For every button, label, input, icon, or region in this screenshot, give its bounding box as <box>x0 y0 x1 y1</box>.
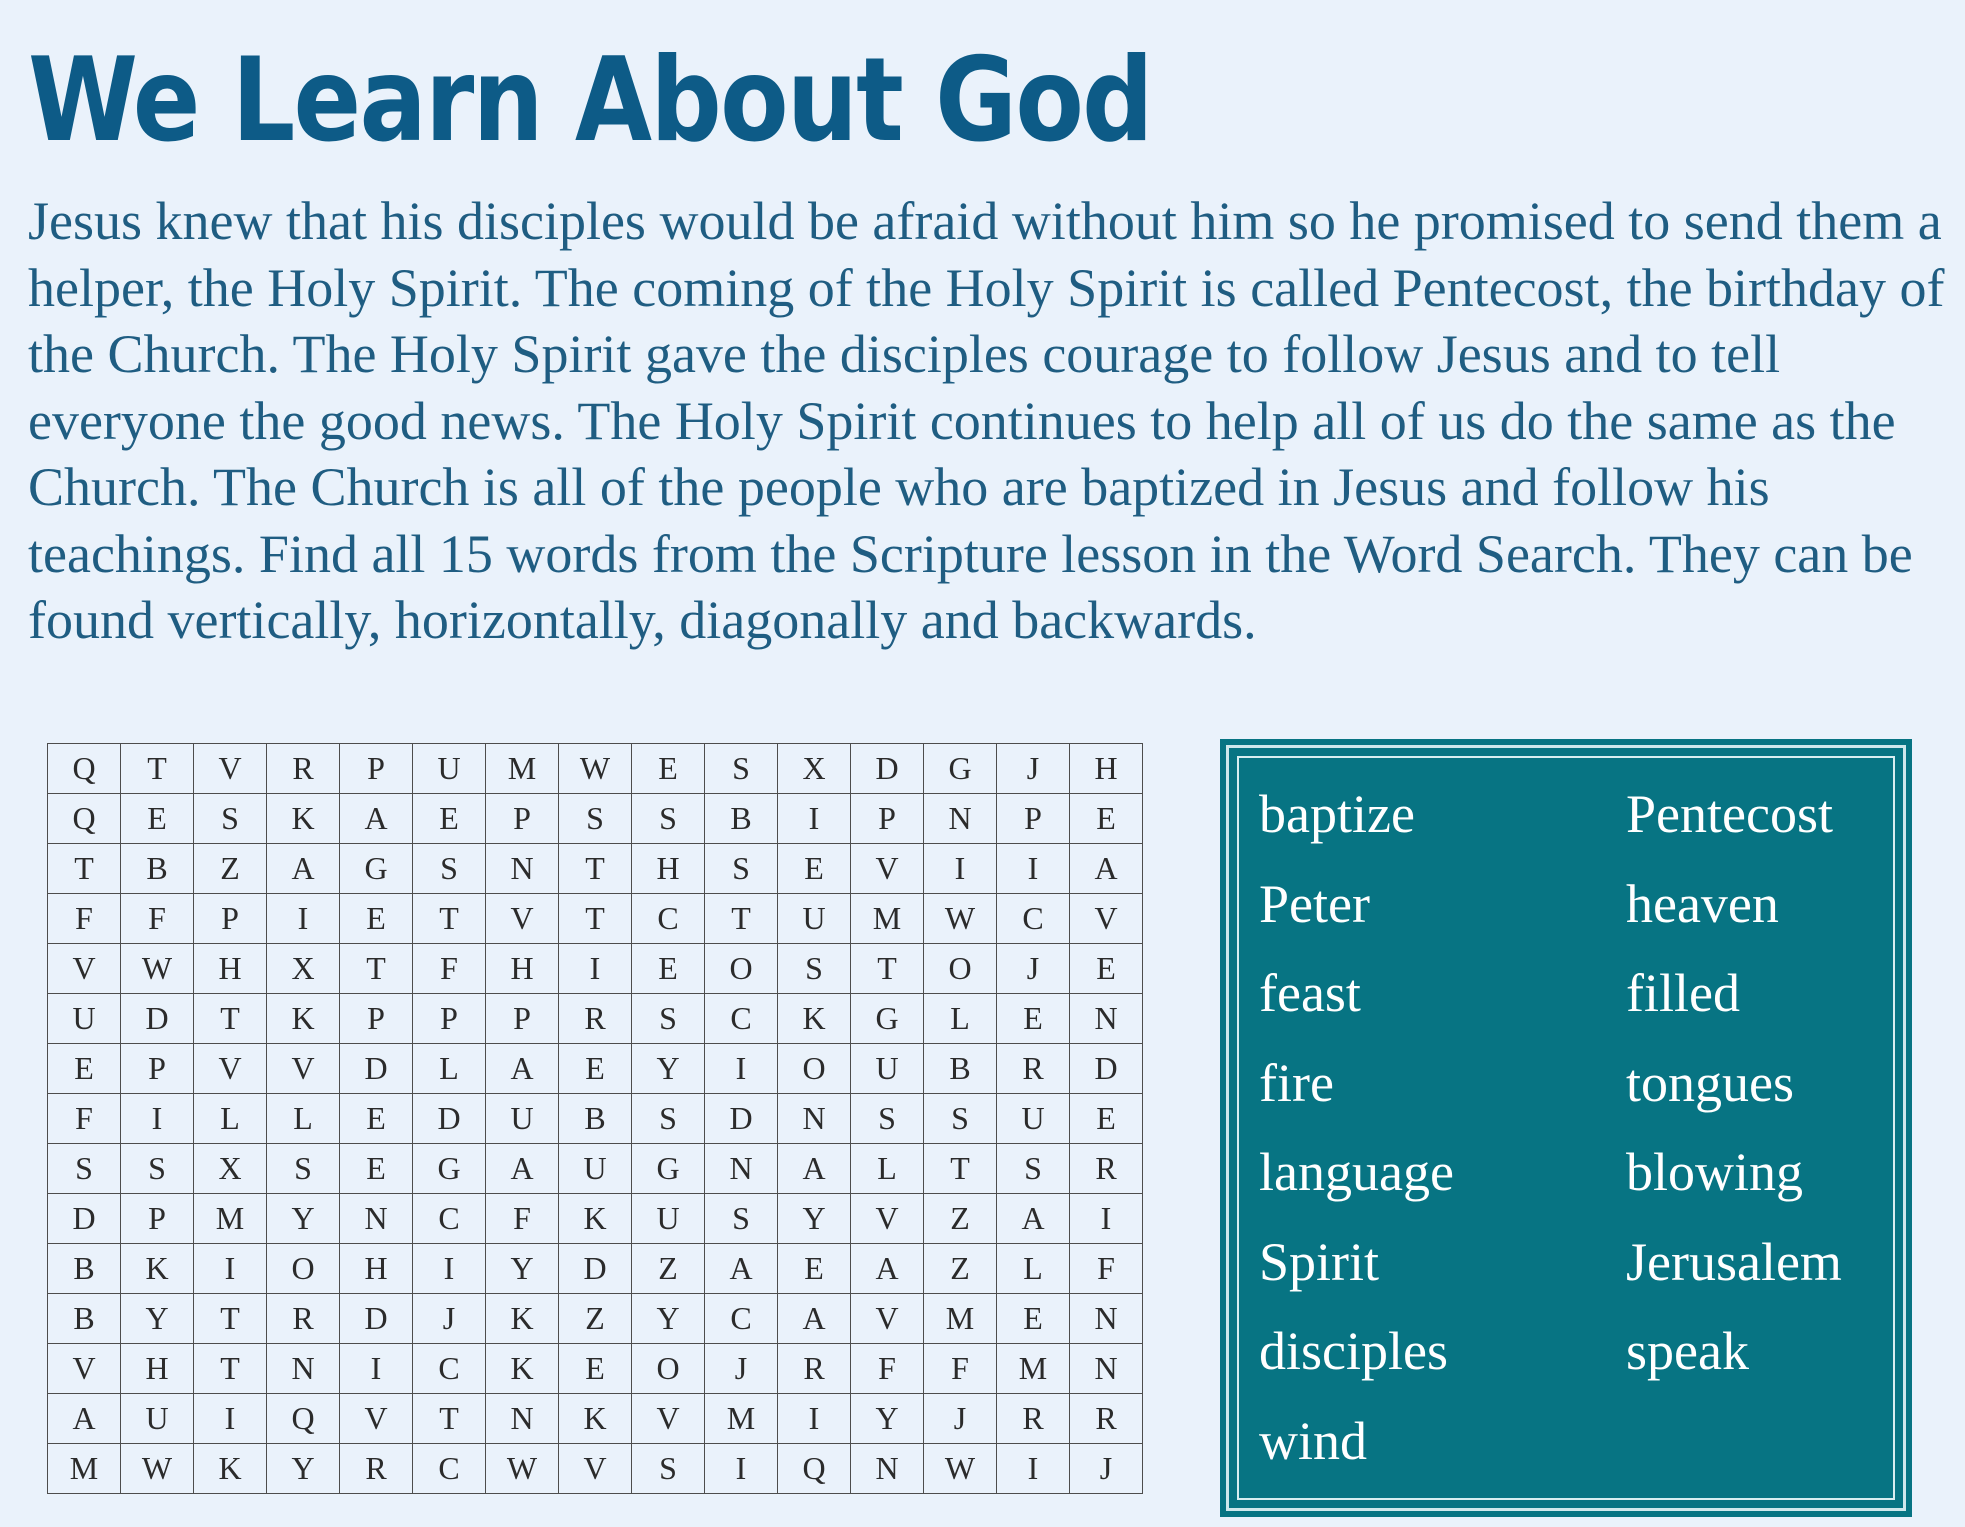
grid-cell[interactable]: D <box>705 1094 778 1144</box>
grid-cell[interactable]: O <box>632 1344 705 1394</box>
grid-cell[interactable]: E <box>48 1044 121 1094</box>
word-list-item: speak <box>1626 1321 1749 1381</box>
grid-cell[interactable]: S <box>267 1144 340 1194</box>
grid-cell[interactable]: T <box>559 844 632 894</box>
grid-cell[interactable]: C <box>705 1294 778 1344</box>
grid-cell[interactable]: E <box>121 794 194 844</box>
grid-cell[interactable]: P <box>121 1044 194 1094</box>
grid-cell[interactable]: V <box>194 1044 267 1094</box>
grid-cell[interactable]: V <box>48 1344 121 1394</box>
grid-cell[interactable]: P <box>340 744 413 794</box>
grid-cell[interactable]: Y <box>121 1294 194 1344</box>
grid-row <box>48 1294 1143 1344</box>
grid-row <box>48 1044 1143 1094</box>
grid-cell[interactable]: A <box>778 1144 851 1194</box>
grid-cell[interactable]: R <box>997 1394 1070 1444</box>
grid-cell[interactable]: R <box>778 1344 851 1394</box>
grid-cell[interactable]: U <box>48 994 121 1044</box>
grid-cell[interactable]: I <box>924 844 997 894</box>
grid-cell[interactable]: P <box>413 994 486 1044</box>
grid-cell[interactable]: V <box>267 1044 340 1094</box>
grid-cell[interactable]: H <box>194 944 267 994</box>
grid-cell[interactable]: S <box>705 844 778 894</box>
word-list-item: disciples <box>1259 1321 1448 1381</box>
grid-cell[interactable]: I <box>340 1344 413 1394</box>
word-search-grid <box>47 743 1143 1494</box>
grid-cell[interactable]: J <box>1070 1444 1143 1494</box>
grid-cell[interactable]: T <box>194 1344 267 1394</box>
grid-cell[interactable]: P <box>486 794 559 844</box>
grid-cell[interactable]: E <box>1070 794 1143 844</box>
grid-cell[interactable]: B <box>48 1244 121 1294</box>
grid-cell[interactable]: Y <box>632 1294 705 1344</box>
grid-cell[interactable]: T <box>413 1394 486 1444</box>
grid-row <box>48 744 1143 794</box>
grid-cell[interactable]: I <box>121 1094 194 1144</box>
grid-cell[interactable]: E <box>632 744 705 794</box>
word-list-left-column <box>1259 770 1454 1486</box>
word-list-item: Pentecost <box>1626 784 1833 844</box>
grid-cell[interactable]: E <box>559 1344 632 1394</box>
grid-cell[interactable]: R <box>267 744 340 794</box>
intro-paragraph: Jesus knew that his disciples would be afraid without him so he promised to send them a helper, the Holy Spirit. The coming of the Holy Spirit is called Pentecost, the birthday of the Church. The Holy Spirit gave the disciples courage to follow Jesus and to tell everyone the good news. The Holy Spirit continues to help all of us do the same as the Church. The Church is all of the people who are baptized in Jesus and follow his teachings. Find all 15 words from the Scripture lesson in the Word Search. They can be found vertically, horizontally, diagonally and backwards. <box>28 191 1945 650</box>
grid-row <box>48 794 1143 844</box>
grid-cell[interactable]: Y <box>632 1044 705 1094</box>
grid-cell[interactable]: W <box>121 944 194 994</box>
grid-cell[interactable]: U <box>997 1094 1070 1144</box>
grid-cell[interactable]: S <box>924 1094 997 1144</box>
word-list-item: blowing <box>1626 1142 1804 1202</box>
grid-cell[interactable]: E <box>1070 1094 1143 1144</box>
grid-cell[interactable]: T <box>121 744 194 794</box>
grid-cell[interactable]: T <box>48 844 121 894</box>
grid-cell[interactable]: I <box>997 1444 1070 1494</box>
grid-cell[interactable]: E <box>778 1244 851 1294</box>
word-list-item: feast <box>1259 963 1361 1023</box>
grid-cell[interactable]: E <box>997 1294 1070 1344</box>
grid-cell[interactable]: M <box>48 1444 121 1494</box>
grid-cell[interactable]: C <box>997 894 1070 944</box>
grid-cell[interactable]: K <box>486 1344 559 1394</box>
grid-cell[interactable]: S <box>632 794 705 844</box>
grid-cell[interactable]: A <box>778 1294 851 1344</box>
grid-cell[interactable]: E <box>559 1044 632 1094</box>
grid-cell[interactable]: I <box>778 1394 851 1444</box>
grid-cell[interactable]: T <box>194 1294 267 1344</box>
grid-cell[interactable]: T <box>194 994 267 1044</box>
grid-cell[interactable]: P <box>340 994 413 1044</box>
word-list-item: fire <box>1259 1052 1334 1113</box>
grid-row <box>48 844 1143 894</box>
grid-cell[interactable]: N <box>1070 1294 1143 1344</box>
grid-cell[interactable]: B <box>48 1294 121 1344</box>
grid-cell[interactable]: H <box>121 1344 194 1394</box>
word-list-item: tongues <box>1626 1052 1794 1113</box>
grid-cell[interactable]: M <box>997 1344 1070 1394</box>
grid-cell[interactable]: K <box>559 1194 632 1244</box>
grid-cell[interactable]: B <box>705 794 778 844</box>
grid-cell[interactable]: H <box>486 944 559 994</box>
grid-cell[interactable]: N <box>267 1344 340 1394</box>
grid-cell[interactable]: V <box>486 894 559 944</box>
grid-cell[interactable]: M <box>705 1394 778 1444</box>
grid-cell[interactable]: C <box>413 1344 486 1394</box>
word-list-item: Jerusalem <box>1626 1231 1842 1292</box>
grid-cell[interactable]: V <box>851 1194 924 1244</box>
grid-cell[interactable]: V <box>559 1444 632 1494</box>
grid-cell[interactable]: F <box>486 1194 559 1244</box>
grid-cell[interactable]: F <box>48 894 121 944</box>
grid-cell[interactable]: R <box>340 1444 413 1494</box>
grid-cell[interactable]: W <box>559 744 632 794</box>
grid-cell[interactable]: Z <box>632 1244 705 1294</box>
word-list-box <box>1226 745 1906 1511</box>
word-list-item: Spirit <box>1259 1231 1380 1292</box>
grid-cell[interactable]: S <box>997 1144 1070 1194</box>
grid-cell[interactable]: J <box>997 744 1070 794</box>
grid-cell[interactable]: U <box>413 744 486 794</box>
grid-cell[interactable]: U <box>559 1144 632 1194</box>
grid-cell[interactable]: N <box>778 1094 851 1144</box>
grid-cell[interactable]: V <box>194 744 267 794</box>
grid-cell[interactable]: C <box>413 1444 486 1494</box>
grid-cell[interactable]: E <box>1070 944 1143 994</box>
grid-cell[interactable]: D <box>413 1094 486 1144</box>
grid-cell[interactable]: N <box>486 1394 559 1444</box>
grid-cell[interactable]: O <box>778 1044 851 1094</box>
grid-cell[interactable]: B <box>924 1044 997 1094</box>
grid-cell[interactable]: D <box>1070 1044 1143 1094</box>
word-list-item: language <box>1259 1142 1454 1202</box>
grid-cell[interactable]: I <box>997 844 1070 894</box>
grid-cell[interactable]: D <box>340 1294 413 1344</box>
grid-cell[interactable]: S <box>851 1094 924 1144</box>
grid-cell[interactable]: A <box>267 844 340 894</box>
grid-cell[interactable]: S <box>632 1094 705 1144</box>
grid-cell[interactable]: D <box>121 994 194 1044</box>
grid-cell[interactable]: F <box>924 1344 997 1394</box>
grid-cell[interactable]: S <box>413 844 486 894</box>
grid-cell[interactable]: X <box>267 944 340 994</box>
grid-cell[interactable]: I <box>778 794 851 844</box>
grid-row <box>48 1444 1143 1494</box>
grid-cell[interactable]: S <box>632 1444 705 1494</box>
grid-cell[interactable]: K <box>778 994 851 1044</box>
grid-cell[interactable]: T <box>559 894 632 944</box>
grid-cell[interactable]: U <box>632 1194 705 1244</box>
grid-cell[interactable]: I <box>1070 1194 1143 1244</box>
grid-cell[interactable]: G <box>632 1144 705 1194</box>
grid-cell[interactable]: T <box>413 894 486 944</box>
grid-cell[interactable]: C <box>632 894 705 944</box>
grid-cell[interactable]: Q <box>48 744 121 794</box>
grid-cell[interactable]: G <box>413 1144 486 1194</box>
grid-cell[interactable]: H <box>1070 744 1143 794</box>
grid-cell[interactable]: K <box>486 1294 559 1344</box>
grid-cell[interactable]: C <box>413 1194 486 1244</box>
grid-cell[interactable]: N <box>1070 994 1143 1044</box>
grid-cell[interactable]: S <box>632 994 705 1044</box>
grid-cell[interactable]: V <box>632 1394 705 1444</box>
grid-row <box>48 1244 1143 1294</box>
grid-cell[interactable]: B <box>559 1094 632 1144</box>
grid-cell[interactable]: K <box>267 994 340 1044</box>
grid-cell[interactable]: V <box>1070 894 1143 944</box>
word-list-item: Peter <box>1259 873 1370 934</box>
grid-cell[interactable]: L <box>194 1094 267 1144</box>
grid-cell[interactable]: F <box>48 1094 121 1144</box>
grid-cell[interactable]: U <box>778 894 851 944</box>
word-list-right-column <box>1626 770 1842 1397</box>
grid-cell[interactable]: P <box>121 1194 194 1244</box>
grid-cell[interactable]: V <box>48 944 121 994</box>
grid-cell[interactable]: N <box>1070 1344 1143 1394</box>
grid-cell[interactable]: A <box>705 1244 778 1294</box>
grid-cell[interactable]: E <box>340 1144 413 1194</box>
grid-cell[interactable]: T <box>340 944 413 994</box>
grid-cell[interactable]: E <box>340 1094 413 1144</box>
grid-cell[interactable]: A <box>486 1144 559 1194</box>
grid-cell[interactable]: F <box>1070 1244 1143 1294</box>
grid-cell[interactable]: U <box>486 1094 559 1144</box>
grid-cell[interactable]: R <box>267 1294 340 1344</box>
grid-cell[interactable]: M <box>194 1194 267 1244</box>
grid-cell[interactable]: T <box>705 894 778 944</box>
grid-cell[interactable]: L <box>997 1244 1070 1294</box>
grid-cell[interactable]: G <box>851 994 924 1044</box>
grid-cell[interactable]: V <box>851 844 924 894</box>
grid-cell[interactable]: I <box>705 1044 778 1094</box>
grid-cell[interactable]: T <box>851 944 924 994</box>
grid-cell[interactable]: O <box>705 944 778 994</box>
grid-cell[interactable]: E <box>997 994 1070 1044</box>
grid-cell[interactable]: S <box>559 794 632 844</box>
grid-cell[interactable]: A <box>851 1244 924 1294</box>
grid-cell[interactable]: X <box>778 744 851 794</box>
grid-cell[interactable]: K <box>121 1244 194 1294</box>
grid-cell[interactable]: E <box>778 844 851 894</box>
word-search-grid-body <box>48 744 1143 1494</box>
grid-cell[interactable]: W <box>924 1444 997 1494</box>
grid-row <box>48 1094 1143 1144</box>
grid-cell[interactable]: K <box>194 1444 267 1494</box>
grid-cell[interactable]: A <box>340 794 413 844</box>
grid-cell[interactable]: F <box>851 1344 924 1394</box>
grid-cell[interactable]: H <box>632 844 705 894</box>
grid-cell[interactable]: Q <box>778 1444 851 1494</box>
grid-row <box>48 894 1143 944</box>
grid-cell[interactable]: N <box>340 1194 413 1244</box>
grid-cell[interactable]: D <box>851 744 924 794</box>
grid-cell[interactable]: V <box>340 1394 413 1444</box>
grid-cell[interactable]: P <box>486 994 559 1044</box>
grid-cell[interactable]: U <box>851 1044 924 1094</box>
grid-cell[interactable]: R <box>1070 1144 1143 1194</box>
grid-cell[interactable]: A <box>997 1194 1070 1244</box>
grid-cell[interactable]: S <box>778 944 851 994</box>
grid-cell[interactable]: J <box>924 1394 997 1444</box>
grid-row <box>48 1144 1143 1194</box>
grid-cell[interactable]: I <box>413 1244 486 1294</box>
grid-cell[interactable]: Y <box>267 1444 340 1494</box>
grid-row <box>48 1394 1143 1444</box>
grid-cell[interactable]: R <box>1070 1394 1143 1444</box>
grid-cell[interactable]: E <box>632 944 705 994</box>
grid-cell[interactable]: Z <box>194 844 267 894</box>
page-title: We Learn About God <box>28 33 1152 168</box>
word-list-item: filled <box>1626 963 1740 1023</box>
grid-cell[interactable]: F <box>413 944 486 994</box>
grid-cell[interactable]: G <box>924 744 997 794</box>
grid-cell[interactable]: J <box>705 1344 778 1394</box>
grid-row <box>48 994 1143 1044</box>
grid-cell[interactable]: X <box>194 1144 267 1194</box>
grid-cell[interactable]: V <box>851 1294 924 1344</box>
grid-cell[interactable]: A <box>486 1044 559 1094</box>
grid-cell[interactable]: I <box>267 894 340 944</box>
grid-cell[interactable]: P <box>194 894 267 944</box>
grid-cell[interactable]: Y <box>778 1194 851 1244</box>
grid-cell[interactable]: N <box>486 844 559 894</box>
word-list-item: baptize <box>1259 784 1415 844</box>
grid-cell[interactable]: Y <box>486 1244 559 1294</box>
word-list-item: heaven <box>1626 873 1779 934</box>
grid-cell[interactable]: J <box>413 1294 486 1344</box>
grid-cell[interactable]: I <box>705 1444 778 1494</box>
grid-cell[interactable]: L <box>924 994 997 1044</box>
grid-cell[interactable]: D <box>340 1044 413 1094</box>
grid-cell[interactable]: Z <box>924 1244 997 1294</box>
grid-cell[interactable]: I <box>559 944 632 994</box>
grid-cell[interactable]: S <box>194 794 267 844</box>
grid-cell[interactable]: N <box>851 1444 924 1494</box>
grid-cell[interactable]: Q <box>267 1394 340 1444</box>
grid-cell[interactable]: Q <box>48 794 121 844</box>
grid-cell[interactable]: M <box>486 744 559 794</box>
grid-cell[interactable]: M <box>924 1294 997 1344</box>
grid-cell[interactable]: F <box>121 894 194 944</box>
grid-cell[interactable]: K <box>559 1394 632 1444</box>
grid-cell[interactable]: S <box>705 1194 778 1244</box>
grid-cell[interactable]: Y <box>851 1394 924 1444</box>
grid-cell[interactable]: L <box>413 1044 486 1094</box>
grid-cell[interactable]: I <box>194 1394 267 1444</box>
grid-cell[interactable]: H <box>340 1244 413 1294</box>
grid-cell[interactable]: T <box>924 1144 997 1194</box>
grid-cell[interactable]: J <box>997 944 1070 994</box>
word-list-item: wind <box>1259 1410 1367 1471</box>
grid-cell[interactable]: A <box>1070 844 1143 894</box>
grid-cell[interactable]: Z <box>559 1294 632 1344</box>
grid-cell[interactable]: C <box>705 994 778 1044</box>
grid-cell[interactable]: S <box>121 1144 194 1194</box>
grid-cell[interactable]: B <box>121 844 194 894</box>
grid-cell[interactable]: W <box>121 1444 194 1494</box>
grid-row <box>48 944 1143 994</box>
grid-cell[interactable]: K <box>267 794 340 844</box>
grid-cell[interactable]: R <box>559 994 632 1044</box>
grid-cell[interactable]: S <box>705 744 778 794</box>
grid-cell[interactable]: E <box>340 894 413 944</box>
grid-cell[interactable]: D <box>48 1194 121 1244</box>
grid-cell[interactable]: U <box>121 1394 194 1444</box>
grid-cell[interactable]: O <box>267 1244 340 1294</box>
grid-cell[interactable]: P <box>851 794 924 844</box>
grid-row <box>48 1344 1143 1394</box>
grid-row <box>48 1194 1143 1244</box>
grid-cell[interactable]: P <box>997 794 1070 844</box>
grid-cell[interactable]: G <box>340 844 413 894</box>
grid-cell[interactable]: S <box>48 1144 121 1194</box>
grid-cell[interactable]: M <box>851 894 924 944</box>
grid-cell[interactable]: Z <box>924 1194 997 1244</box>
grid-cell[interactable]: D <box>559 1244 632 1294</box>
grid-cell[interactable]: N <box>705 1144 778 1194</box>
grid-cell[interactable]: I <box>194 1244 267 1294</box>
grid-cell[interactable]: W <box>924 894 997 944</box>
grid-cell[interactable]: W <box>486 1444 559 1494</box>
grid-cell[interactable]: O <box>924 944 997 994</box>
grid-cell[interactable]: L <box>851 1144 924 1194</box>
grid-cell[interactable]: R <box>997 1044 1070 1094</box>
grid-cell[interactable]: N <box>924 794 997 844</box>
grid-cell[interactable]: Y <box>267 1194 340 1244</box>
grid-cell[interactable]: E <box>413 794 486 844</box>
grid-cell[interactable]: L <box>267 1094 340 1144</box>
grid-cell[interactable]: A <box>48 1394 121 1444</box>
